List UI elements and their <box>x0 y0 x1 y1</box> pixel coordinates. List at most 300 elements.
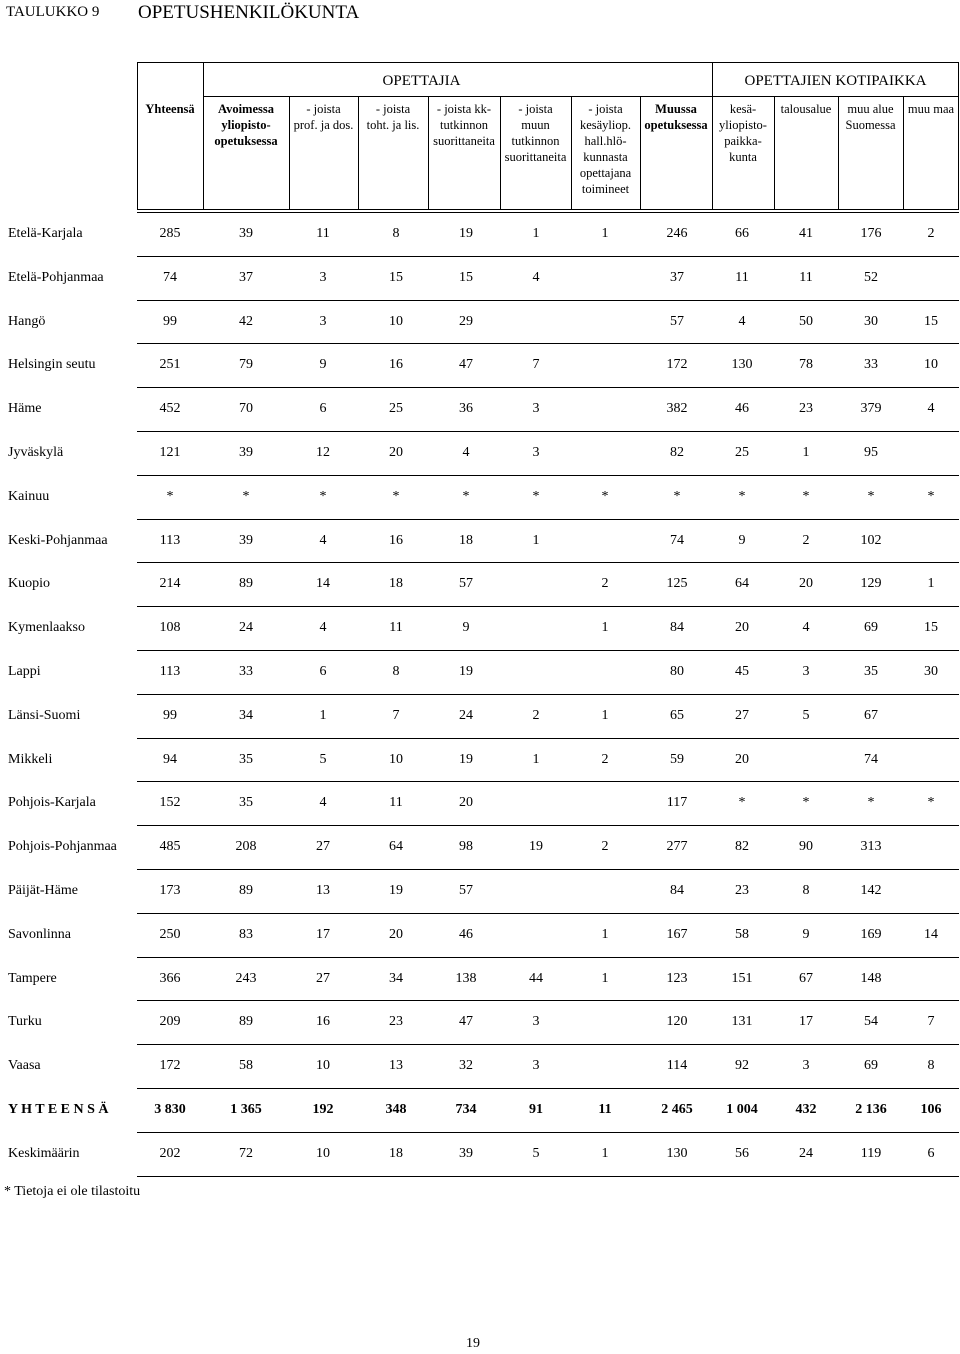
table-cell: 246 <box>666 226 688 241</box>
table-cell: 24 <box>459 707 473 723</box>
table-cell: 2 <box>802 532 810 548</box>
table-cell: 74 <box>670 532 684 548</box>
table-cell: 64 <box>389 839 403 855</box>
row-label: Kuopio <box>8 576 50 592</box>
table-cell: 10 <box>316 1145 330 1161</box>
table-cell: 58 <box>239 1058 253 1074</box>
column-header: - joista kesäyliop. hall.hlö- kunnasta opettajana toimineet <box>579 102 632 196</box>
table-cell: 15 <box>459 269 473 285</box>
table-row <box>0 343 960 386</box>
row-label: Kymenlaakso <box>8 620 85 636</box>
table-cell: 1 <box>601 1145 609 1161</box>
table-cell: 3 <box>319 269 327 285</box>
table-cell: 4 <box>532 269 540 285</box>
table-cell: 250 <box>159 926 181 942</box>
table-cell: 3 <box>319 313 327 329</box>
table-cell: 39 <box>459 1145 473 1161</box>
table-cell: 46 <box>459 926 473 942</box>
table-cell: 14 <box>924 926 938 942</box>
table-cell: 1 <box>532 532 540 548</box>
table-cell: 1 <box>601 926 609 942</box>
table-cell: 27 <box>316 970 330 986</box>
column-header: Yhteensä <box>145 102 195 116</box>
table-cell: 4 <box>802 620 810 636</box>
table-cell: 113 <box>159 532 181 548</box>
table-cell: 78 <box>799 357 813 373</box>
table-cell: 10 <box>924 357 938 373</box>
table-cell: 2 136 <box>855 1102 887 1117</box>
table-cell: 20 <box>735 620 749 636</box>
table-cell: 2 <box>532 707 540 723</box>
table-cell: 99 <box>163 313 177 329</box>
table-cell: * <box>601 488 609 504</box>
table-cell: 16 <box>389 357 403 373</box>
table-cell: 348 <box>385 1102 407 1117</box>
row-label: Päijät-Häme <box>8 883 78 898</box>
table-cell: 8 <box>392 664 400 679</box>
table-cell: 6 <box>319 664 327 679</box>
table-cell: 23 <box>735 883 749 898</box>
table-cell: 34 <box>389 970 403 986</box>
column-header: talousalue <box>780 102 832 116</box>
table-title: OPETUSHENKILÖKUNTA <box>138 2 360 23</box>
row-label: Savonlinna <box>8 926 71 942</box>
table-row <box>0 781 960 824</box>
table-cell: 113 <box>159 664 181 679</box>
table-cell: 20 <box>389 445 403 460</box>
row-label: Etelä-Karjala <box>8 226 83 241</box>
row-label: Länsi-Suomi <box>8 707 81 723</box>
table-cell: 1 <box>532 226 540 241</box>
table-cell: 91 <box>529 1102 543 1117</box>
table-cell: 66 <box>735 226 749 241</box>
table-cell: 208 <box>235 839 257 855</box>
table-cell: 35 <box>864 664 878 679</box>
table-cell: 59 <box>670 751 684 767</box>
table-cell: 35 <box>239 751 253 767</box>
table-cell: 1 365 <box>230 1102 262 1117</box>
table-cell: 1 <box>601 707 609 723</box>
row-label: Keskimäärin <box>8 1145 80 1161</box>
row-label: Turku <box>8 1014 42 1030</box>
table-cell: 106 <box>920 1102 942 1117</box>
table-cell: 4 <box>319 620 327 636</box>
table-cell: * <box>927 795 935 811</box>
page-number: 19 <box>466 1336 480 1351</box>
table-row <box>0 475 960 518</box>
table-cell: 37 <box>670 269 684 285</box>
table-cell: 89 <box>239 1014 253 1030</box>
table-cell: 1 <box>601 970 609 986</box>
table-cell: 313 <box>860 839 882 855</box>
table-label: TAULUKKO 9 <box>6 4 100 20</box>
table-cell: 102 <box>860 532 882 548</box>
column-header: - joista muun tutkinnon suorittaneita <box>504 102 567 164</box>
table-cell: 3 <box>802 664 810 679</box>
table-cell: 19 <box>459 226 473 241</box>
table-cell: 209 <box>159 1014 181 1030</box>
table-cell: * <box>867 795 875 811</box>
table-cell: 4 <box>319 795 327 811</box>
table-cell: 7 <box>532 357 540 373</box>
table-cell: 9 <box>802 926 810 942</box>
table-cell: * <box>166 488 174 504</box>
table-cell: 18 <box>389 576 403 592</box>
table-cell: 432 <box>795 1102 817 1117</box>
table-row <box>0 957 960 1000</box>
table-cell: 15 <box>924 620 938 636</box>
table-cell: 1 004 <box>726 1102 758 1117</box>
table-cell: 173 <box>159 883 181 898</box>
table-cell: 172 <box>666 357 688 373</box>
table-cell: 192 <box>312 1102 334 1117</box>
table-cell: 176 <box>860 226 882 241</box>
table-cell: 130 <box>666 1145 688 1161</box>
table-cell: 3 <box>532 445 540 460</box>
table-cell: 1 <box>601 620 609 636</box>
table-cell: 452 <box>159 401 181 417</box>
row-label: Kainuu <box>8 488 50 504</box>
row-label: Hangö <box>8 313 46 329</box>
table-cell: 70 <box>239 401 253 417</box>
table-cell: 1 <box>532 751 540 767</box>
table-cell: 3 <box>532 1058 540 1074</box>
table-cell: 13 <box>389 1058 403 1074</box>
table-cell: 16 <box>316 1014 330 1030</box>
table-row <box>0 1044 960 1087</box>
table-cell: 19 <box>529 839 543 855</box>
table-cell: * <box>802 795 810 811</box>
table-cell: 2 465 <box>661 1102 693 1117</box>
table-cell: 16 <box>389 532 403 548</box>
column-header: muu alue Suomessa <box>845 102 896 132</box>
table-cell: 152 <box>159 795 181 811</box>
row-label: Mikkeli <box>8 751 53 767</box>
table-cell: 33 <box>239 664 253 679</box>
table-cell: 125 <box>666 576 688 592</box>
average-row <box>0 1132 960 1175</box>
table-cell: 12 <box>316 445 330 460</box>
table-cell: 15 <box>924 313 938 329</box>
table-cell: 27 <box>316 839 330 855</box>
column-header: Muussa opetuksessa <box>644 102 708 132</box>
table-cell: 23 <box>799 401 813 417</box>
table-cell: 25 <box>389 401 403 417</box>
table-cell: 5 <box>802 707 810 723</box>
table-cell: 8 <box>927 1058 935 1074</box>
table-cell: 57 <box>670 313 684 329</box>
table-cell: 19 <box>459 664 473 679</box>
table-cell: * <box>802 488 810 504</box>
table-cell: 50 <box>799 313 813 329</box>
table-cell: 6 <box>319 401 327 417</box>
table-row <box>0 256 960 299</box>
table-cell: 84 <box>670 883 684 898</box>
table-cell: 2 <box>601 576 609 592</box>
table-cell: * <box>462 488 470 504</box>
table-cell: 11 <box>735 269 749 285</box>
table-cell: 72 <box>239 1145 253 1161</box>
table-cell: 214 <box>159 576 181 592</box>
table-cell: 148 <box>860 970 882 986</box>
table-cell: * <box>927 488 935 504</box>
table-row <box>0 913 960 956</box>
table-cell: 44 <box>529 970 543 986</box>
table-cell: 27 <box>735 707 749 723</box>
table-cell: 123 <box>666 970 688 986</box>
table-cell: 2 <box>601 839 609 855</box>
table-cell: 485 <box>159 839 181 855</box>
table-cell: 18 <box>389 1145 403 1161</box>
table-cell: 251 <box>159 357 181 373</box>
table-cell: 18 <box>459 532 473 548</box>
table-cell: * <box>673 488 681 504</box>
table-cell: 13 <box>316 883 330 898</box>
table-cell: 69 <box>864 620 878 636</box>
table-cell: 131 <box>731 1014 753 1030</box>
table-cell: 366 <box>159 970 181 986</box>
table-cell: * <box>392 488 400 504</box>
table-cell: 734 <box>455 1102 477 1117</box>
table-cell: 3 830 <box>154 1102 186 1117</box>
table-cell: 82 <box>735 839 749 855</box>
table-cell: 6 <box>927 1145 935 1161</box>
table-cell: 17 <box>316 926 330 942</box>
table-row <box>0 1000 960 1043</box>
table-cell: 30 <box>864 313 878 329</box>
table-cell: 167 <box>666 926 688 942</box>
table-cell: 90 <box>799 839 813 855</box>
table-cell: 8 <box>392 226 400 241</box>
table-row <box>0 562 960 605</box>
table-cell: 169 <box>860 926 882 942</box>
table-row <box>0 212 960 255</box>
table-cell: 99 <box>163 707 177 723</box>
table-cell: 56 <box>735 1145 749 1161</box>
table-cell: 95 <box>864 445 878 460</box>
table-row <box>0 738 960 781</box>
table-row <box>0 431 960 474</box>
table-row <box>0 300 960 343</box>
table-row <box>0 519 960 562</box>
table-cell: 92 <box>735 1058 749 1074</box>
table-cell: * <box>738 488 746 504</box>
table-cell: 15 <box>389 269 403 285</box>
table-cell: 20 <box>799 576 813 592</box>
table-cell: 33 <box>864 357 878 373</box>
total-row <box>0 1088 960 1131</box>
table-cell: 151 <box>731 970 753 986</box>
table-cell: 42 <box>239 313 253 329</box>
column-header: kesä- yliopisto- paikka- kunta <box>719 102 767 164</box>
table-cell: 4 <box>319 532 327 548</box>
table-cell: 8 <box>802 883 810 898</box>
table-cell: 23 <box>389 1014 403 1030</box>
table-cell: 11 <box>598 1102 612 1117</box>
table-cell: 4 <box>927 401 935 417</box>
table-cell: 2 <box>601 751 609 767</box>
table-cell: 64 <box>735 576 749 592</box>
table-cell: 9 <box>738 532 746 548</box>
table-row <box>0 825 960 868</box>
row-label: Keski-Pohjanmaa <box>8 532 108 548</box>
table-cell: 47 <box>459 1014 473 1030</box>
table-cell: 32 <box>459 1058 473 1074</box>
column-header: muu maa <box>907 102 955 116</box>
table-cell: 11 <box>389 795 403 811</box>
column-header: - joista toht. ja lis. <box>366 102 420 132</box>
table-cell: 3 <box>532 1014 540 1030</box>
table-cell: 277 <box>666 839 688 855</box>
row-label: Pohjois-Karjala <box>8 795 96 811</box>
table-cell: 10 <box>389 313 403 329</box>
table-cell: 46 <box>735 401 749 417</box>
table-cell: 35 <box>239 795 253 811</box>
table-cell: 80 <box>670 664 684 679</box>
table-cell: 120 <box>666 1014 688 1030</box>
row-label: Y H T E E N S Ä <box>8 1102 109 1117</box>
column-header: - joista prof. ja dos. <box>293 102 354 132</box>
table-row <box>0 694 960 737</box>
table-cell: 36 <box>459 401 473 417</box>
table-cell: 69 <box>864 1058 878 1074</box>
table-cell: 89 <box>239 883 253 898</box>
table-cell: 1 <box>927 576 935 592</box>
row-label: Helsingin seutu <box>8 357 96 373</box>
table-cell: 138 <box>455 970 477 986</box>
table-cell: 74 <box>163 269 177 285</box>
row-rule <box>137 1176 959 1177</box>
table-cell: * <box>867 488 875 504</box>
table-cell: 45 <box>735 664 749 679</box>
table-cell: 7 <box>927 1014 935 1030</box>
table-cell: * <box>242 488 250 504</box>
table-cell: 11 <box>316 226 330 241</box>
table-cell: 47 <box>459 357 473 373</box>
table-cell: 39 <box>239 226 253 241</box>
table-cell: 9 <box>462 620 470 636</box>
row-label: Jyväskylä <box>8 445 64 460</box>
table-row <box>0 387 960 430</box>
table-cell: 11 <box>389 620 403 636</box>
table-cell: 121 <box>159 445 181 460</box>
table-cell: 243 <box>235 970 257 986</box>
table-cell: * <box>319 488 327 504</box>
row-label: Tampere <box>8 970 57 986</box>
table-cell: * <box>738 795 746 811</box>
table-cell: 79 <box>239 357 253 373</box>
table-cell: 17 <box>799 1014 813 1030</box>
table-cell: 29 <box>459 313 473 329</box>
table-cell: 10 <box>316 1058 330 1074</box>
table-cell: 117 <box>666 795 688 811</box>
table-cell: 9 <box>319 357 327 373</box>
footnote: * Tietoja ei ole tilastoitu <box>4 1184 141 1199</box>
table-cell: 19 <box>389 883 403 898</box>
table-cell: 5 <box>319 751 327 767</box>
table-cell: 20 <box>735 751 749 767</box>
table-cell: 24 <box>239 620 253 636</box>
table-cell: 54 <box>864 1014 878 1030</box>
table-row <box>0 606 960 649</box>
table-cell: 119 <box>860 1145 882 1161</box>
table-cell: 25 <box>735 445 749 460</box>
table-cell: 108 <box>159 620 181 636</box>
table-cell: 7 <box>392 707 400 723</box>
table-cell: 39 <box>239 532 253 548</box>
table-cell: * <box>532 488 540 504</box>
table-cell: 65 <box>670 707 684 723</box>
table-row <box>0 869 960 912</box>
table-row <box>0 650 960 693</box>
table-cell: 37 <box>239 269 253 285</box>
group-title-home: OPETTAJIEN KOTIPAIKKA <box>744 73 927 89</box>
table-cell: 11 <box>799 269 813 285</box>
row-label: Vaasa <box>8 1058 41 1074</box>
table-cell: 202 <box>159 1145 181 1161</box>
table-cell: 3 <box>532 401 540 417</box>
row-label: Lappi <box>8 664 41 679</box>
table-cell: 1 <box>601 226 609 241</box>
table-cell: 24 <box>799 1145 813 1161</box>
row-label: Häme <box>8 401 42 417</box>
table-cell: 83 <box>239 926 253 942</box>
table-cell: 84 <box>670 620 684 636</box>
table-cell: 94 <box>163 751 177 767</box>
table-cell: 34 <box>239 707 253 723</box>
table-cell: 58 <box>735 926 749 942</box>
table-cell: 1 <box>802 445 810 460</box>
table-cell: 1 <box>319 707 327 723</box>
table-cell: 114 <box>666 1058 688 1074</box>
table-cell: 57 <box>459 576 473 592</box>
table-cell: 382 <box>666 401 688 417</box>
table-cell: 379 <box>860 401 882 417</box>
table-cell: 74 <box>864 751 878 767</box>
table-cell: 20 <box>389 926 403 942</box>
table-cell: 10 <box>389 751 403 767</box>
table-cell: 172 <box>159 1058 181 1074</box>
table-cell: 5 <box>532 1145 540 1161</box>
group-title-teachers: OPETTAJIA <box>382 73 461 89</box>
table-cell: 30 <box>924 664 938 679</box>
table-cell: 130 <box>731 357 753 373</box>
table-cell: 14 <box>316 576 330 592</box>
column-header: - joista kk- tutkinnon suorittaneita <box>433 102 495 148</box>
table-cell: 4 <box>462 445 470 460</box>
table-cell: 89 <box>239 576 253 592</box>
table-cell: 82 <box>670 445 684 460</box>
table-cell: 19 <box>459 751 473 767</box>
table-cell: 67 <box>799 970 813 986</box>
table-cell: 285 <box>159 226 181 241</box>
table-cell: 98 <box>459 839 473 855</box>
table-cell: 4 <box>738 313 746 329</box>
table-cell: 41 <box>799 226 813 241</box>
table-cell: 3 <box>802 1058 810 1074</box>
table-cell: 57 <box>459 883 473 898</box>
table-cell: 52 <box>864 269 878 285</box>
table-cell: 129 <box>860 576 882 592</box>
group-rule <box>203 96 959 97</box>
row-label: Pohjois-Pohjanmaa <box>8 839 117 855</box>
column-header: Avoimessa yliopisto- opetuksessa <box>214 102 278 148</box>
table-cell: 2 <box>927 226 935 241</box>
table-cell: 67 <box>864 707 878 723</box>
row-label: Etelä-Pohjanmaa <box>8 269 104 285</box>
table-cell: 142 <box>860 883 882 898</box>
table-cell: 39 <box>239 445 253 460</box>
